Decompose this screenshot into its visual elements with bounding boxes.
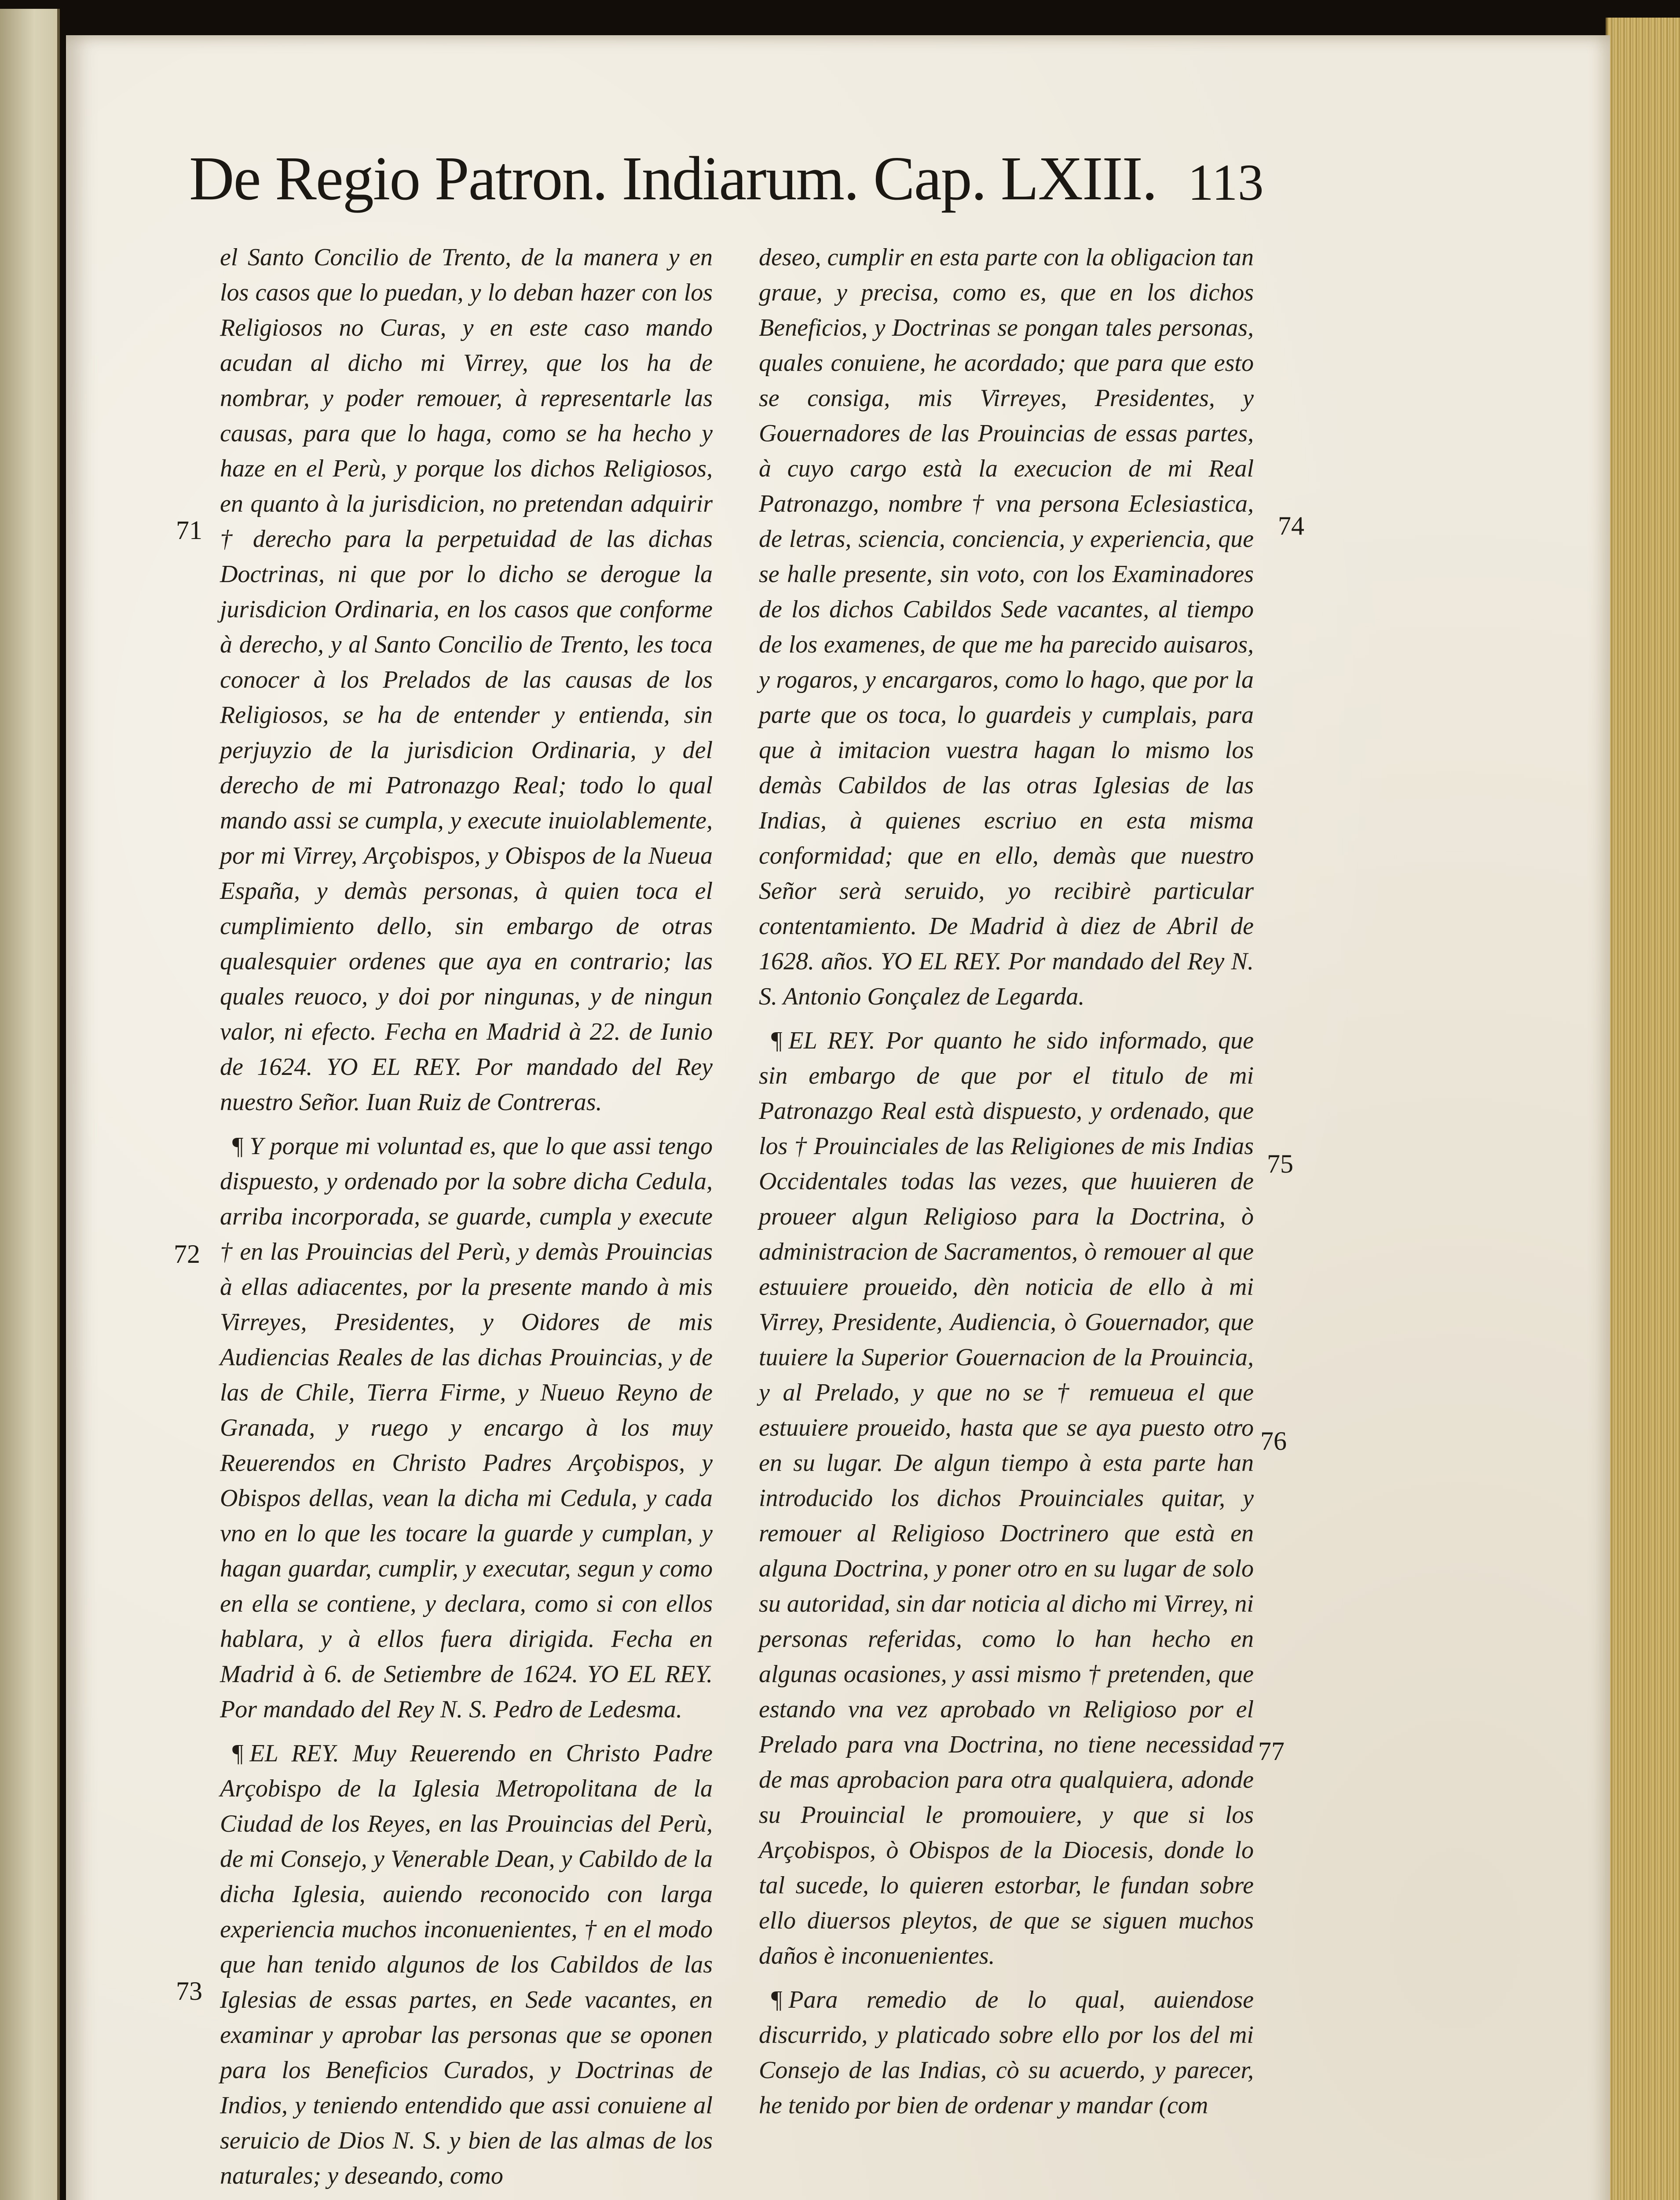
pilcrow-mark: ¶ xyxy=(771,1986,783,2013)
margin-number-72: 72 xyxy=(174,1239,200,1269)
margin-number-71: 71 xyxy=(176,516,202,545)
margin-number-73: 73 xyxy=(176,1976,202,2006)
right-paragraph-2 xyxy=(759,1023,1254,1973)
left-paragraph-2-text: Y porque mi voluntad es, que lo que assi tengo dispuesto, y ordenado por la sobre dicha Cedula, arriba incorporada, se guarde, cumpla y execute † en las Prouincias del Perù, y demàs Prouincias à ellas adiacentes, por la presente mando à mis Virreyes, Presidentes, y Oidores de mis Audiencias Reales de las dichas Prouincias, y de las de Chile, Tierra Firme, y Nueuo Reyno de Granada, y ruego y encargo à los muy Reuerendos en Christo Padres Arçobispos, y Obispos dellas, vean la dicha mi Cedula, y cada vno en lo que les tocare la guarde y cumplan, y hagan guardar, cumplir, y executar, segun y como en ella se contiene, y declara, como si con ellos hablara, y à ellos fuera dirigida. Fecha en Madrid à 6. de Setiembre de 1624. YO EL REY. Por mandado del Rey N. S. Pedro de Ledesma. xyxy=(220,1133,713,1723)
margin-number-75: 75 xyxy=(1267,1149,1293,1178)
right-paragraph-2-text: EL REY. Por quanto he sido informado, que sin embargo de que por el titulo de mi Patronazgo Real està dispuesto, y ordenado, que los † Prouinciales de las Religiones de mis Indias Occidentales todas las vezes, que huuieren de proueer algun Religioso para la Doctrina, ò administracion de Sacramentos, ò remouer al que estuuiere proueido, dèn noticia de ello à mi Virrey, Presidente, Audiencia, ò Gouernador, que tuuiere la Superior Gouernacion de la Prouincia, y al Prelado, y que no se † remueua el que estuuiere proueido, hasta que se aya puesto otro en su lugar. De algun tiempo à esta parte han introducido los dichos Prouinciales quitar, y remouer al Religioso Doctrinero que està en alguna Doctrina, y poner otro en su lugar de solo su autoridad, sin dar noticia al dicho mi Virrey, ni personas referidas, como lo han hecho en algunas ocasiones, y assi mismo † pretenden, que estando vna vez aprobado vn Religioso por el Prelado para vna Doctrina, no tiene necessidad de mas aprobacion para otra qualquiera, adonde su Prouincial le promouiere, y que si los Arçobispos, ò Obispos de la Diocesis, donde lo tal sucede, lo quieren estorbar, le fundan sobre ello diuersos pleytos, de que se siguen muchos daños è inconuenientes. xyxy=(759,1027,1254,1969)
pilcrow-mark: ¶ xyxy=(232,1740,244,1767)
page-number: 113 xyxy=(1188,154,1264,211)
right-paragraph-3-text: Para remedio de lo qual, auiendose discurrido, y platicado sobre ello por los del mi Consejo de las Indias, cò su acuerdo, y parecer, he tenido por bien de ordenar y mandar (com xyxy=(759,1986,1254,2119)
right-paragraph-1: deseo, cumplir en esta parte con la obligacion tan graue, y precisa, como es, que en los dichos Beneficios, y Doctrinas se pongan tales personas, quales conuiene, he acordado; que para que esto se consiga, mis Virreyes, Presidentes, y Gouernadores de las Prouincias de essas partes, à cuyo cargo està la execucion de mi Real Patronazgo, nombre † vna persona Eclesiastica, de letras, sciencia, conciencia, y experiencia, que se halle presente, sin voto, con los Examinadores de los dichos Cabildos Sede vacantes, al tiempo de los examenes, de que me ha parecido auisaros, y rogaros, y encargaros, como lo hago, que por la parte que os toca, lo guardeis y cumplais, para que à imitacion vuestra hagan lo mismo los demàs Cabildos de las otras Iglesias de las Indias, à quienes escriuo en esta misma conformidad; que en ello, demàs que nuestro Señor serà seruido, yo recibirè particular contentamiento. De Madrid à diez de Abril de 1628. años. YO EL REY. Por mandado del Rey N. S. Antonio Gonçalez de Legarda. xyxy=(759,244,1254,1010)
right-text-column xyxy=(759,240,1254,2132)
running-title: De Regio Patron. Indiarum. Cap. LXIII. xyxy=(189,143,1157,213)
previous-page-edge xyxy=(0,9,60,2200)
left-paragraph-1: el Santo Concilio de Trento, de la manera y en los casos que lo puedan, y lo deban hazer con los Religiosos no Curas, y en este caso mando acudan al dicho mi Virrey, que los ha de nombrar, y poder remouer, à representarle las causas, para que lo haga, como se ha hecho y haze en el Perù, y porque los dichos Religiosos, en quanto à la jurisdicion, no pretendan adquirir † derecho para la perpetuidad de las dichas Doctrinas, ni que por lo dicho se derogue la jurisdicion Ordinaria, en los casos que conforme à derecho, y al Santo Concilio de Trento, les toca conocer à los Prelados de las causas de los Religiosos, se ha de entender y entienda, sin perjuyzio de la jurisdicion Ordinaria, y del derecho de mi Patronazgo Real; todo lo qual mando assi se cumpla, y execute inuiolablemente, por mi Virrey, Arçobispos, y Obispos de la Nueua España, y demàs personas, à quien toca el cumplimiento dello, sin embargo de otras qualesquier ordenes que aya en contrario; las quales reuoco, y doi por ningunas, y de ningun valor, ni efecto. Fecha en Madrid à 22. de Iunio de 1624. YO EL REY. Por mandado del Rey nuestro Señor. Iuan Ruiz de Contreras. xyxy=(220,244,713,1116)
left-text-column xyxy=(220,240,713,2200)
pilcrow-mark: ¶ xyxy=(232,1133,244,1160)
right-paragraph-3 xyxy=(759,1982,1254,2123)
left-paragraph-2 xyxy=(220,1129,713,1727)
margin-number-74: 74 xyxy=(1278,511,1304,540)
margin-number-76: 76 xyxy=(1260,1426,1287,1456)
margin-number-77: 77 xyxy=(1258,1737,1285,1766)
left-paragraph-3-text: EL REY. Muy Reuerendo en Christo Padre Arçobispo de la Iglesia Metropolitana de la Ciudad de los Reyes, en las Prouincias del Perù, de mi Consejo, y Venerable Dean, y Cabildo de la dicha Iglesia, auiendo reconocido con larga experiencia muchos inconuenientes, † en el modo que han tenido algunos de los Cabildos de las Iglesias de essas partes, en Sede vacantes, en examinar y aprobar las personas que se oponen para los Beneficios Curados, y Doctrinas de Indios, y teniendo entendido que assi conuiene al seruicio de Dios N. S. y bien de las almas de los naturales; y deseando, como xyxy=(220,1740,713,2189)
book-page-edges xyxy=(1606,18,1680,2200)
left-paragraph-3 xyxy=(220,1736,713,2193)
pilcrow-mark: ¶ xyxy=(771,1027,783,1054)
